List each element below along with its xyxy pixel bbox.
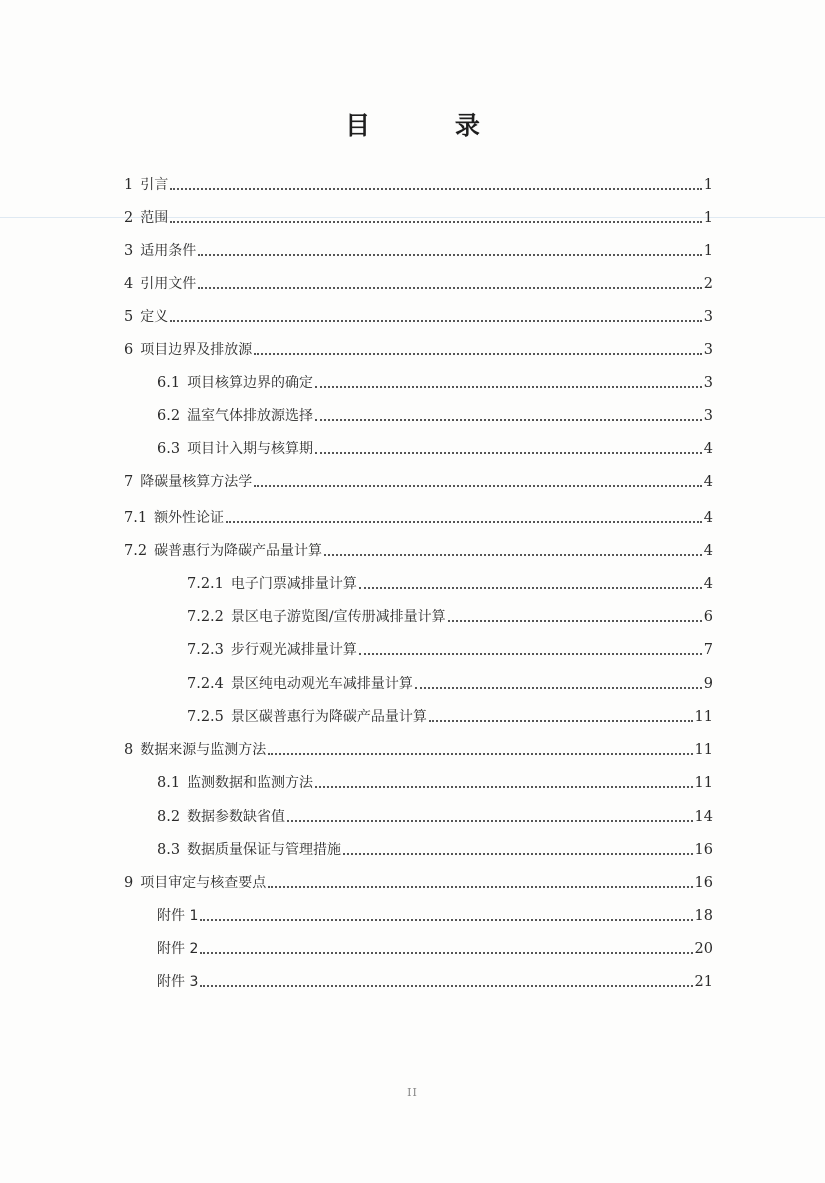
toc-entry-8[interactable] — [124, 737, 713, 759]
toc-entry-number: 8 — [124, 742, 134, 758]
toc-entry-label: 项目审定与核查要点 — [140, 875, 267, 891]
toc-leader-dots — [170, 320, 702, 322]
toc-entry-7-2-5[interactable] — [187, 704, 713, 726]
toc-entry-label: 范围 — [140, 210, 169, 226]
toc-entry-6-1[interactable] — [157, 370, 713, 392]
toc-leader-dots — [448, 620, 702, 622]
toc-entry-page: 4 — [703, 576, 713, 592]
toc-leader-dots — [268, 886, 692, 888]
toc-entry-label: 适用条件 — [140, 243, 197, 259]
toc-entry-label: 数据质量保证与管理措施 — [187, 842, 342, 858]
toc-entry-label: 景区电子游览图/宣传册减排量计算 — [230, 609, 446, 625]
toc-entry-6-3[interactable] — [157, 436, 713, 458]
toc-entry-label: 附件 2 — [157, 941, 199, 957]
toc-entry-label: 项目核算边界的确定 — [187, 375, 314, 391]
toc-leader-dots — [226, 521, 702, 523]
toc-entry-label: 电子门票减排量计算 — [230, 576, 357, 592]
toc-entry-label: 景区碳普惠行为降碳产品量计算 — [230, 709, 427, 725]
toc-entry-number: 6.2 — [157, 408, 181, 424]
toc-entry-label: 降碳量核算方法学 — [140, 474, 253, 490]
toc-entry-label: 附件 3 — [157, 974, 199, 990]
toc-leader-dots — [324, 554, 702, 556]
toc-entry-7-2[interactable] — [124, 538, 713, 560]
toc-entry-5[interactable] — [124, 304, 713, 326]
toc-entry-4[interactable] — [124, 271, 713, 293]
toc-entry-7-2-2[interactable] — [187, 604, 713, 626]
toc-leader-dots — [254, 353, 702, 355]
toc-entry-label: 数据参数缺省值 — [187, 809, 286, 825]
toc-leader-dots — [315, 452, 702, 454]
toc-entry-page: 4 — [703, 510, 713, 526]
toc-entry-page: 1 — [703, 177, 713, 193]
toc-entry-number: 6.1 — [157, 375, 181, 391]
toc-entry-number: 7.2.2 — [187, 609, 224, 625]
toc-entry-9[interactable] — [124, 870, 713, 892]
toc-entry-label: 数据来源与监测方法 — [140, 742, 267, 758]
page-number-footer: II — [407, 1086, 418, 1099]
toc-entry-number: 7.1 — [124, 510, 148, 526]
toc-entry-page: 11 — [694, 742, 713, 758]
toc-entry-6[interactable] — [124, 337, 713, 359]
toc-leader-dots — [170, 188, 702, 190]
toc-entry-number: 4 — [124, 276, 134, 292]
toc-leader-dots — [287, 820, 692, 822]
toc-entry-label: 引言 — [140, 177, 169, 193]
toc-entry-page: 6 — [703, 609, 713, 625]
toc-entry-number: 7.2.3 — [187, 642, 224, 658]
toc-leader-dots — [429, 720, 693, 722]
toc-entry-label: 额外性论证 — [154, 510, 225, 526]
toc-entry-page: 3 — [703, 342, 713, 358]
toc-entry-label: 监测数据和监测方法 — [187, 775, 314, 791]
toc-entry-number: 1 — [124, 177, 134, 193]
toc-entry-page: 4 — [703, 474, 713, 490]
toc-entry-page: 21 — [694, 974, 713, 990]
toc-entry-page: 18 — [694, 908, 713, 924]
toc-entry-number: 6 — [124, 342, 134, 358]
toc-entry-7-2-1[interactable] — [187, 571, 713, 593]
toc-entry-3[interactable] — [124, 238, 713, 260]
toc-entry-number: 7.2.1 — [187, 576, 224, 592]
toc-entry-6-2[interactable] — [157, 403, 713, 425]
toc-leader-dots — [200, 985, 692, 987]
toc-entry-number: 7.2 — [124, 543, 148, 559]
toc-entry-label: 景区纯电动观光车减排量计算 — [230, 676, 413, 692]
toc-leader-dots — [315, 386, 702, 388]
toc-leader-dots — [315, 786, 692, 788]
toc-entry-label: 定义 — [140, 309, 169, 325]
toc-leader-dots — [254, 485, 702, 487]
toc-entry-number: 7.2.4 — [187, 676, 224, 692]
toc-entry-page: 4 — [703, 441, 713, 457]
toc-entry-page: 11 — [694, 709, 713, 725]
toc-leader-dots — [198, 287, 702, 289]
toc-entry-page: 4 — [703, 543, 713, 559]
toc-entry-8-3[interactable] — [157, 837, 713, 859]
toc-leader-dots — [359, 587, 702, 589]
toc-entry-2[interactable] — [124, 205, 713, 227]
toc-entry-number: 2 — [124, 210, 134, 226]
toc-entry-number: 6.3 — [157, 441, 181, 457]
toc-entry-page: 9 — [703, 676, 713, 692]
toc-entry-label: 项目计入期与核算期 — [187, 441, 314, 457]
toc-entry-number: 3 — [124, 243, 134, 259]
toc-entry-7-2-4[interactable] — [187, 671, 713, 693]
toc-leader-dots — [415, 687, 702, 689]
toc-entry-8-2[interactable] — [157, 804, 713, 826]
toc-entry-appendix-2[interactable] — [157, 936, 713, 958]
toc-entry-number: 5 — [124, 309, 134, 325]
toc-entry-appendix-1[interactable] — [157, 903, 713, 925]
toc-entry-page: 1 — [703, 243, 713, 259]
toc-leader-dots — [315, 419, 702, 421]
toc-title: 目 录 — [345, 111, 518, 140]
toc-leader-dots — [200, 952, 692, 954]
toc-entry-page: 3 — [703, 309, 713, 325]
toc-entry-page: 20 — [694, 941, 713, 957]
toc-entry-page: 7 — [703, 642, 713, 658]
toc-entry-appendix-3[interactable] — [157, 969, 713, 991]
toc-entry-number: 7 — [124, 474, 134, 490]
toc-entry-number: 7.2.5 — [187, 709, 224, 725]
toc-entry-1[interactable] — [124, 172, 713, 194]
toc-entry-label: 碳普惠行为降碳产品量计算 — [154, 543, 323, 559]
toc-entry-number: 8.3 — [157, 842, 181, 858]
toc-entry-page: 14 — [694, 809, 713, 825]
toc-entry-7-1[interactable] — [124, 505, 713, 527]
toc-entry-page: 2 — [703, 276, 713, 292]
toc-leader-dots — [343, 853, 692, 855]
toc-leader-dots — [198, 254, 702, 256]
toc-leader-dots — [268, 753, 692, 755]
toc-entry-label: 项目边界及排放源 — [140, 342, 253, 358]
toc-entry-8-1[interactable] — [157, 770, 713, 792]
toc-leader-dots — [200, 919, 692, 921]
toc-entry-page: 3 — [703, 408, 713, 424]
toc-entry-label: 附件 1 — [157, 908, 199, 924]
toc-entry-label: 温室气体排放源选择 — [187, 408, 314, 424]
toc-entry-label: 引用文件 — [140, 276, 197, 292]
toc-leader-dots — [170, 221, 702, 223]
toc-entry-7[interactable] — [124, 469, 713, 491]
toc-entry-label: 步行观光减排量计算 — [230, 642, 357, 658]
toc-entry-number: 9 — [124, 875, 134, 891]
toc-entry-page: 1 — [703, 210, 713, 226]
toc-entry-page: 11 — [694, 775, 713, 791]
toc-entry-page: 16 — [694, 842, 713, 858]
toc-entry-page: 3 — [703, 375, 713, 391]
toc-entry-number: 8.1 — [157, 775, 181, 791]
toc-entry-7-2-3[interactable] — [187, 637, 713, 659]
toc-entry-page: 16 — [694, 875, 713, 891]
toc-leader-dots — [359, 653, 702, 655]
toc-entry-number: 8.2 — [157, 809, 181, 825]
